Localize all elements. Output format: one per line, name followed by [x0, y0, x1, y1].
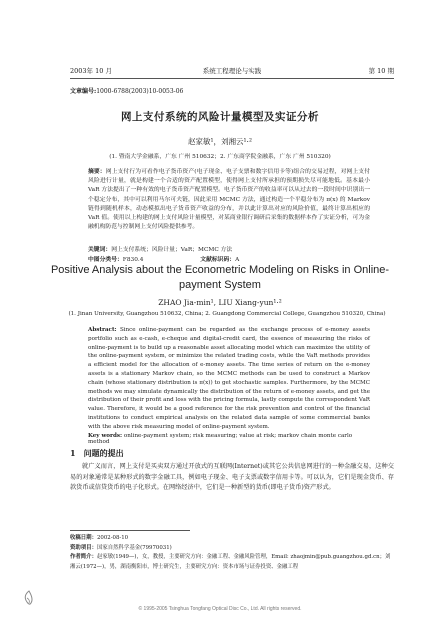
header-issue: 第 10 期: [368, 67, 394, 75]
footnote-text: 2002-08-10: [96, 535, 129, 541]
english-abstract-label: Abstract:: [88, 327, 117, 333]
footnote-text: 国家自然科学基金(79970031): [96, 544, 172, 551]
publisher-logo-icon: [22, 590, 36, 606]
footnote-label: 收稿日期：: [70, 535, 97, 541]
english-authors: ZHAO Jia-min¹, LIU Xiang-yun¹·²: [158, 298, 282, 307]
english-title: Positive Analysis about the Econometric Modeling on Risks in Online-payment System: [50, 264, 390, 291]
section-heading: 1 问题的提出: [70, 448, 124, 458]
footnote-label: 资助项目：: [70, 544, 97, 551]
chinese-abstract-text: 网上支付行为可看作电子货币资产(电子现金、电子支票和数字信用卡等)组合的交易过程，对网上支付风险进行计量，就是构建一个合适的资产配置模型，使得网上支付所承担的预期损失尽可能地低。基本最小 VaR 方法提出了一种有效的电子货币资产配置模型。电子货币资产的收益率可以从过去的一段时间中识别出一个稳定分布，其中可以利用马尔可夫链，因此采用 MCMC 方法，通过构造一个平稳分布为 π(x) 的 Markov 链得到随机样本，动态模拟出电子货币资产收益的分布，并以此计算出对应的风险价值，最终计算出相应的 VaR 值。使用以上构建的网上支付风险计量模型，对某商业银行调研后采集的数据样本作了实证分析，可为金融机构防范与控制网上支付风险提供参考。: [88, 169, 370, 231]
classification-value: F830.4: [122, 257, 144, 263]
header-date: 2003年 10 月: [70, 67, 112, 75]
footnote-received: [70, 534, 394, 544]
doc-code-label: 文献标识码：: [200, 257, 236, 263]
footnotes: [70, 534, 394, 572]
english-abstract: [88, 326, 370, 432]
classification-line: [88, 254, 239, 263]
chinese-keywords-label: 关键词：: [88, 247, 112, 253]
section-body: 就广义而言，网上支付是买卖双方通过开放式的互联网(Internet)或其它公共信息网进行的一种金融交易，这种交易的对象通常是某种形式的数字金融工具，例如电子现金、电子支票或数字信用卡等。可以认为，它们是现金货币、存款货币或信贷货币的电子化形式。在网络经济中，它们是一种新型的货币(即电子货币)资产形式。: [70, 463, 394, 491]
footnote-text: 赵家敏(1949—)，女，教授，主要研究方向：金融工程、金融风险管理，Email: zhaojmin@pub.guangzhou.gd.cn；刘湘云(1972—)，男，湖南衡阳市，博士研究生，主要研究方向：资本市场与证券投资、金融工程: [70, 554, 391, 570]
footnote-rule: [70, 530, 190, 531]
chinese-abstract: [88, 168, 370, 232]
footnote-author-bio: [70, 553, 394, 572]
english-keywords: [88, 433, 370, 445]
chinese-keywords: [88, 244, 370, 253]
chinese-affiliation: (1. 暨南大学金融系，广东 广州 510632；2. 广东商学院金融系，广东 广州 510320): [109, 154, 331, 160]
chinese-abstract-label: 摘要：: [88, 169, 106, 175]
chinese-title: 网上支付系统的风险计量模型及实证分析: [121, 111, 319, 123]
article-number-label: 文章编号:: [70, 88, 97, 95]
english-keywords-label: Key words:: [88, 433, 123, 439]
footnote-label: 作者简介：: [70, 554, 97, 561]
article-number: [70, 86, 183, 95]
article-number-value: 1000-6788(2003)10-0053-06: [96, 88, 184, 95]
chinese-authors: 赵家敏¹，刘湘云¹·²: [188, 137, 252, 146]
classification-label: 中图分类号：: [88, 257, 123, 263]
english-keywords-text: online-payment system; risk measuring; value at risk; markov chain monte carlo method: [88, 433, 353, 445]
running-header: [70, 64, 394, 79]
copyright-notice: © 1995-2005 Tsinghua Tongfang Optical Disc Co., Ltd. All rights reserved.: [138, 606, 302, 612]
english-affiliation: (1. Jinan University, Guangzhou 510632, China; 2. Guangdong Commercial College, Guangzhou 510320, China): [68, 311, 386, 317]
english-abstract-text: Since online-payment can be regarded as the exchange process of e-money assets portfolio such as e-cash, e-cheque and digital-credit card, the essence of measuring the risks of online-payment is to build up a reasonable asset allocating model which can maximize the utility of the online-payment system, or minimize the related trading costs, while the VaR methods provides a efficient model for the allocation of e-money assets. The time series of return on the e-money assets is a stationary Markov chain, so the MCMC methods can be used to construct a Markov chain (whose stationary distribution is π(x)) to get stochastic samples. Furthermore, by the MCMC methods we may simulate dynamically the distribution of the return of e-money assets, and get the distribution of their profit and loss with the pricing formula, lastly compute the correspondent VaR value. Therefore, it would be a good reference for the risk prevention and control of the financial institutions to conduct empirical analysis on the related data sample of some commercial banks with the above risk measuring model of online-payment system.: [88, 327, 370, 430]
header-journal: 系统工程理论与实践: [202, 67, 262, 75]
footnote-funding: [70, 544, 394, 554]
chinese-keywords-text: 网上支付系统；风险计量；VaR；MCMC 方法: [111, 247, 233, 253]
doc-code-value: A: [235, 257, 240, 263]
